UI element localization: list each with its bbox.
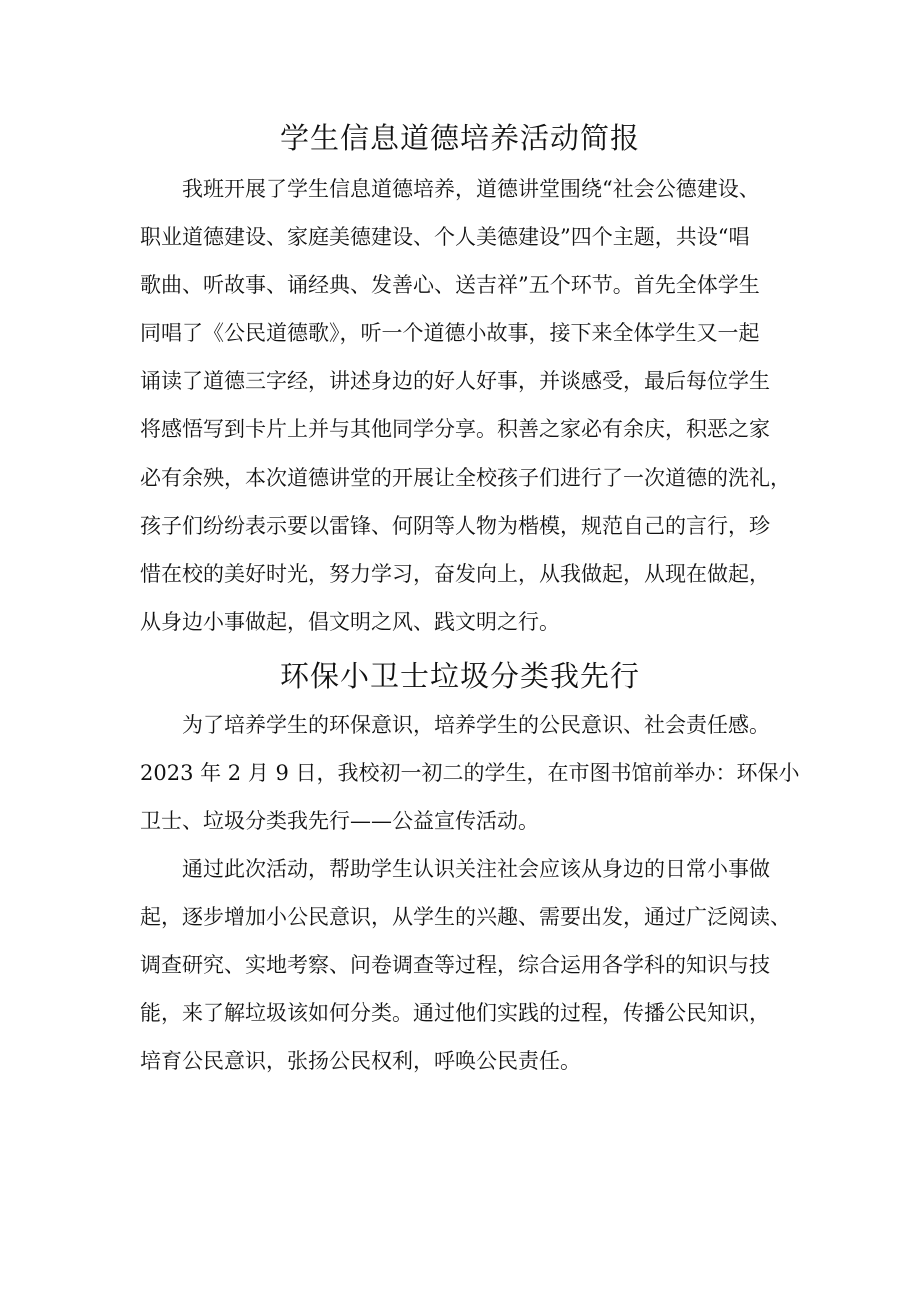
section1-line: 职业道德建设、家庭美德建设、个人美德建设”四个主题，共设“唱 [140, 225, 750, 249]
section1-line: 从身边小事做起，倡文明之风、践文明之行。 [140, 610, 560, 634]
section2-para1-line: 卫士、垃圾分类我先行——公益宣传活动。 [140, 809, 539, 833]
section1-line: 孩子们纷纷表示要以雷锋、何阴等人物为楷模，规范自己的言行，珍 [140, 514, 770, 538]
section1-line: 必有余殃，本次道德讲堂的开展让全校孩子们进行了一次道德的洗礼， [140, 466, 791, 490]
section2-para2-line: 培育公民意识，张扬公民权利，呼唤公民责任。 [140, 1049, 581, 1073]
section1-line: 惜在校的美好时光，努力学习，奋发向上，从我做起，从现在做起， [140, 562, 770, 586]
section1-title: 学生信息道德培养活动简报 [279, 121, 640, 155]
section2-para1-line: 2023 年 2 月 9 日，我校初一初二的学生，在市图书馆前举办：环保小 [140, 761, 800, 785]
section1-line: 歌曲、听故事、诵经典、发善心、送吉祥”五个环节。首先全体学生 [140, 273, 760, 297]
section1-line: 将感悟写到卡片上并与其他同学分享。积善之家必有余庆，积恶之家 [140, 417, 770, 441]
section2-para2-line: 起，逐步增加小公民意识，从学生的兴趣、需要出发，通过广泛阅读、 [140, 905, 791, 929]
section1-line: 同唱了《公民道德歌》，听一个道德小故事，接下来全体学生又一起 [140, 321, 760, 345]
section2-para2-line: 调查研究、实地考察、问卷调查等过程，综合运用各学科的知识与技 [140, 953, 770, 977]
section2-para1-line: 为了培养学生的环保意识，培养学生的公民意识、社会责任感。 [182, 713, 770, 737]
section2-para2-line: 通过此次活动，帮助学生认识关注社会应该从身边的日常小事做 [182, 857, 770, 881]
section2-para2-line: 能，来了解垃圾该如何分类。通过他们实践的过程，传播公民知识， [140, 1001, 770, 1025]
section1-line: 诵读了道德三字经，讲述身边的好人好事，并谈感受，最后每位学生 [140, 369, 770, 393]
section2-title: 环保小卫士垃圾分类我先行 [279, 659, 640, 693]
section1-line: 我班开展了学生信息道德培养，道德讲堂围绕“社会公德建设、 [182, 177, 760, 201]
